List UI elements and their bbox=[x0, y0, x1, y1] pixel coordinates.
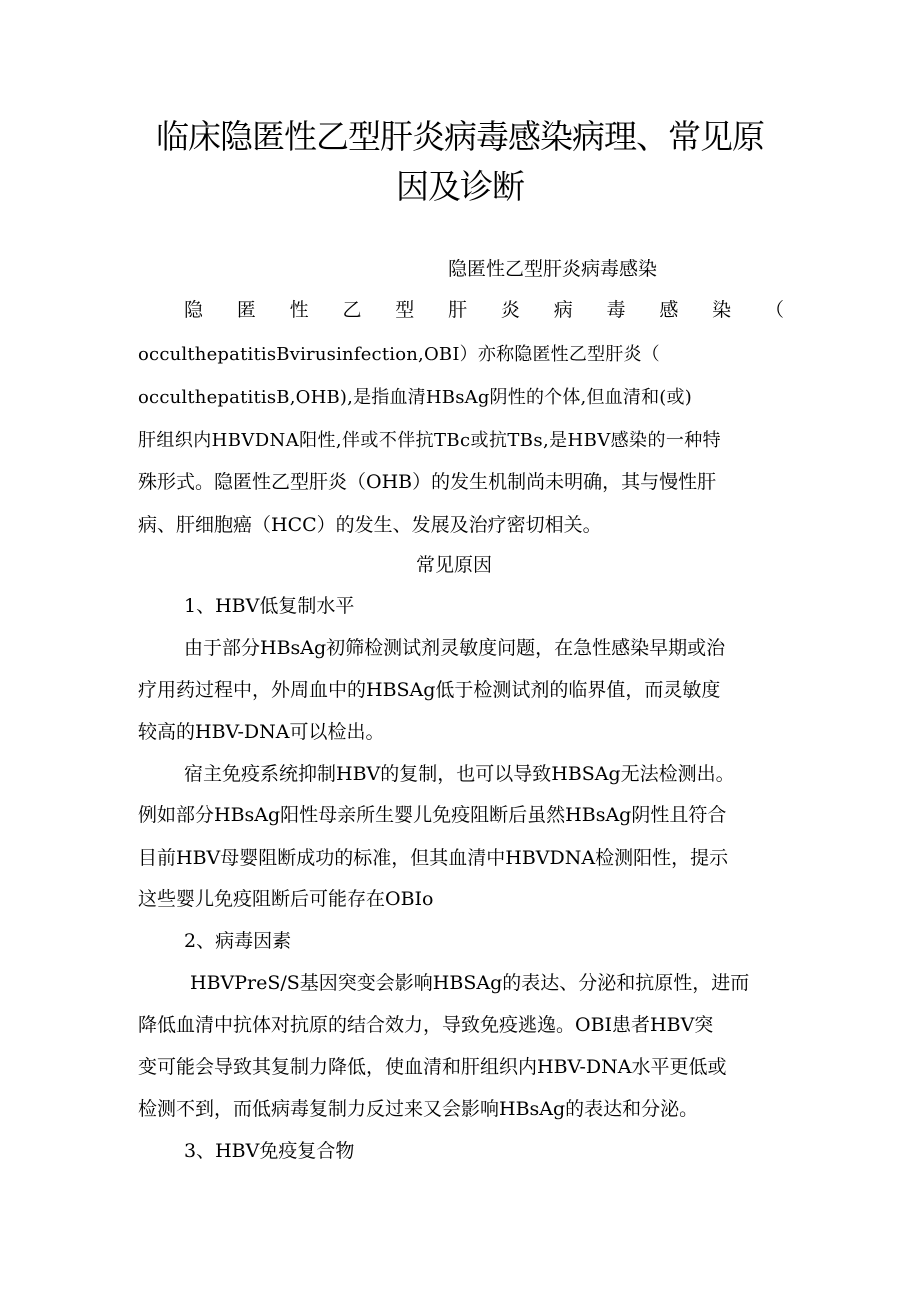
cause-1-para-2-line: 这些婴儿免疫阻断后可能存在OBIo bbox=[138, 888, 434, 910]
section-heading-obi: 隐匿性乙型肝炎病毒感染 bbox=[448, 258, 658, 280]
cause-1-para-1-line: 由于部分HBsAg初筛检测试剂灵敏度问题，在急性感染早期或治 bbox=[184, 637, 726, 659]
cause-1-para-2-line: 例如部分HBsAg阳性母亲所生婴儿免疫阻断后虽然HBsAg阴性且符合 bbox=[138, 804, 727, 826]
cause-2-heading: 2、病毒因素 bbox=[184, 930, 292, 952]
cause-1-para-1-line: 较高的HBV-DNA可以检出。 bbox=[138, 721, 385, 743]
cause-1-heading: 1、HBV低复制水平 bbox=[184, 595, 355, 617]
intro-line-6: 病、肝细胞癌（HCC）的发生、发展及治疗密切相关。 bbox=[138, 514, 602, 536]
intro-char: 炎 bbox=[500, 299, 520, 321]
section-heading-causes: 常见原因 bbox=[416, 554, 493, 576]
intro-char: 型 bbox=[395, 299, 415, 321]
title-line: 临床隐匿性乙型肝炎病毒感染病理、常见原 bbox=[156, 117, 764, 156]
intro-line-2: occulthepatitisBvirusinfection,OBI）亦称隐匿性乙型肝炎（ bbox=[138, 344, 660, 365]
intro-char: 性 bbox=[289, 299, 309, 321]
intro-line-5: 殊形式。隐匿性乙型肝炎（OHB）的发生机制尚未明确，其与慢性肝 bbox=[138, 471, 717, 493]
intro-char: 病 bbox=[553, 299, 573, 321]
cause-2-para-line: 降低血清中抗体对抗原的结合效力，导致免疫逃逸。OBI患者HBV突 bbox=[138, 1014, 714, 1036]
intro-char: 隐 bbox=[184, 299, 204, 321]
cause-1-para-2-line: 目前HBV母婴阻断成功的标准，但其血清中HBVDNA检测阳性，提示 bbox=[138, 847, 729, 869]
intro-char: 乙 bbox=[342, 299, 362, 321]
intro-line-3: occulthepatitisB,OHB),是指血清HBsAg阴性的个体,但血清和(或) bbox=[138, 387, 692, 408]
intro-line-1 bbox=[184, 298, 784, 322]
intro-char: 匿 bbox=[236, 299, 256, 321]
title-line: 因及诊断 bbox=[396, 167, 524, 206]
cause-2-para-line: HBVPreS/S基因突变会影响HBSAg的表达、分泌和抗原性，进而 bbox=[190, 972, 750, 994]
intro-line-4: 肝组织内HBVDNA阳性,伴或不伴抗TBc或抗TBs,是HBV感染的一种特 bbox=[138, 430, 722, 451]
cause-2-para-line: 变可能会导致其复制力降低，使血清和肝组织内HBV-DNA水平更低或 bbox=[138, 1056, 727, 1078]
cause-1-para-1-line: 疗用药过程中，外周血中的HBSAg低于检测试剂的临界值，而灵敏度 bbox=[138, 679, 721, 701]
document-title bbox=[120, 112, 800, 212]
cause-3-heading: 3、HBV免疫复合物 bbox=[184, 1140, 355, 1162]
cause-2-para-line: 检测不到，而低病毒复制力反过来又会影响HBsAg的表达和分泌。 bbox=[138, 1098, 699, 1120]
intro-char: 染 bbox=[712, 299, 732, 321]
intro-char: （ bbox=[764, 299, 784, 321]
intro-char: 毒 bbox=[606, 299, 626, 321]
intro-char: 肝 bbox=[448, 299, 468, 321]
intro-char: 感 bbox=[659, 299, 679, 321]
cause-1-para-2-line: 宿主免疫系统抑制HBV的复制，也可以导致HBSAg无法检测出。 bbox=[184, 763, 735, 785]
